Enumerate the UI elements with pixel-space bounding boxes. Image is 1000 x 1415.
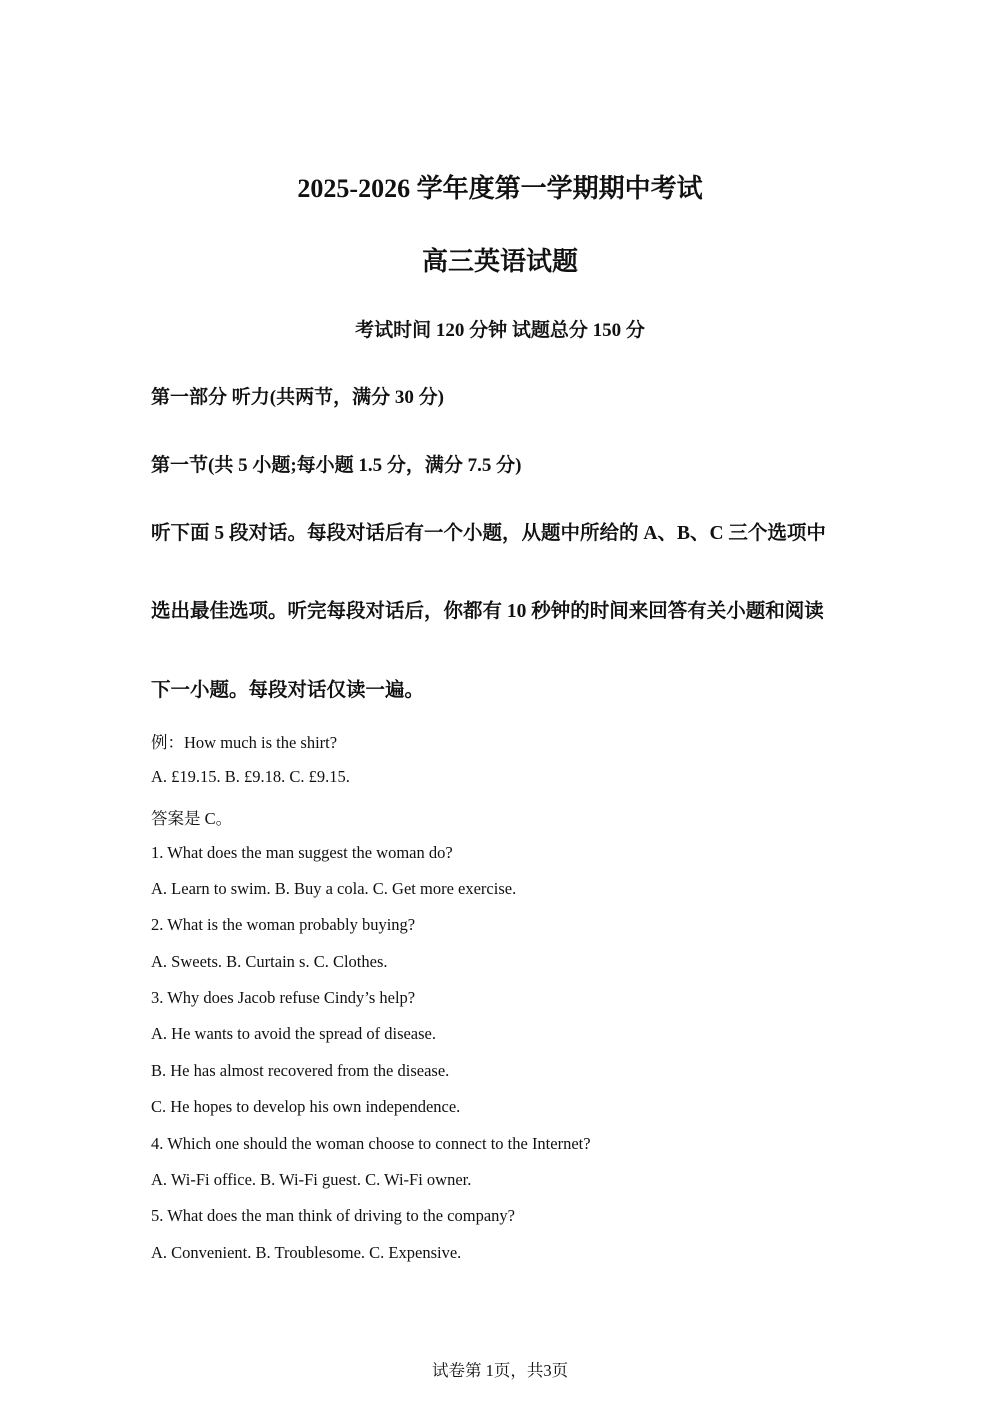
example-options: A. £19.15. B. £9.18. C. £9.15. [151, 767, 350, 786]
example-question: 例：How much is the shirt? [151, 733, 338, 752]
example-answer: 答案是 C。 [151, 809, 233, 828]
page-number-footer: 试卷第 1页，共3页 [431, 1361, 569, 1380]
question-line: 5. What does the man think of driving to the company? [151, 1206, 515, 1225]
instruction-line: 下一小题。每段对话仅读一遍。 [151, 680, 425, 701]
option-line: A. Convenient. B. Troublesome. C. Expensive. [151, 1243, 462, 1262]
option-line: A. Wi-Fi office. B. Wi-Fi guest. C. Wi-Fi owner. [151, 1170, 472, 1189]
option-line: C. He hopes to develop his own independence. [151, 1097, 461, 1116]
option-line: B. He has almost recovered from the disease. [151, 1061, 450, 1080]
question-line: 1. What does the man suggest the woman do? [151, 843, 453, 862]
option-line: A. Learn to swim. B. Buy a cola. C. Get more exercise. [151, 879, 517, 898]
option-line: A. He wants to avoid the spread of disease. [151, 1024, 437, 1043]
option-line: A. Sweets. B. Curtain s. C. Clothes. [151, 952, 388, 971]
exam-info: 考试时间 120 分钟 试题总分 150 分 [355, 320, 645, 341]
question-line: 3. Why does Jacob refuse Cindy’s help? [151, 988, 416, 1007]
section-heading: 第一节(共 5 小题;每小题 1.5 分，满分 7.5 分) [151, 455, 522, 476]
instruction-line: 选出最佳选项。听完每段对话后，你都有 10 秒钟的时间来回答有关小题和阅读 [151, 601, 824, 622]
question-line: 2. What is the woman probably buying? [151, 915, 416, 934]
exam-subtitle: 高三英语试题 [421, 247, 578, 276]
part-heading: 第一部分 听力(共两节，满分 30 分) [151, 387, 444, 408]
instruction-line: 听下面 5 段对话。每段对话后有一个小题，从题中所给的 A、B、C 三个选项中 [151, 523, 826, 544]
exam-title: 2025-2026 学年度第一学期期中考试 [297, 174, 703, 203]
question-line: 4. Which one should the woman choose to connect to the Internet? [151, 1134, 591, 1153]
